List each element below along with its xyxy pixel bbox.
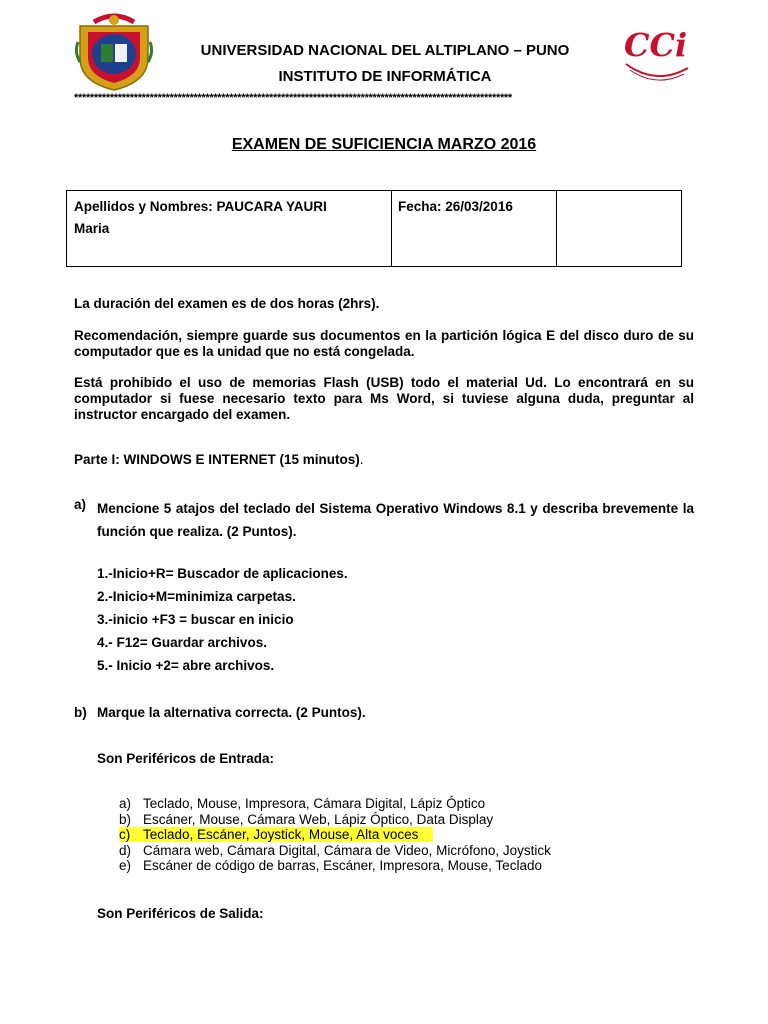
option-text: Escáner de código de barras, Escáner, Impresora, Mouse, Teclado xyxy=(143,858,542,873)
separator-stars: ************************************************************************************************************** xyxy=(74,92,512,104)
exam-title: EXAMEN DE SUFICIENCIA MARZO 2016 xyxy=(231,136,537,153)
option-e[interactable] xyxy=(119,858,589,874)
option-text: Escáner, Mouse, Cámara Web, Lápiz Óptico, Data Display xyxy=(143,811,494,827)
name-cell xyxy=(67,191,392,266)
answer-item: 2.-Inicio+M=minimiza carpetas. xyxy=(97,589,296,604)
part1-title-suffix: . xyxy=(359,452,364,467)
options-list xyxy=(119,796,589,874)
date-label: Fecha: 26/03/2016 xyxy=(398,199,513,214)
option-letter: e) xyxy=(119,858,132,873)
option-b[interactable] xyxy=(119,812,589,828)
option-letter: d) xyxy=(119,842,132,858)
question-b-text: Marque la alternativa correcta. (2 Puntos). xyxy=(97,705,366,720)
question-b-label: b) xyxy=(74,705,87,720)
duration-text: La duración del examen es de dos horas (2hrs). xyxy=(74,296,380,311)
cci-logo-arc xyxy=(622,60,692,84)
question-a-label: a) xyxy=(74,497,87,512)
option-c-selected[interactable] xyxy=(119,827,589,843)
answer-item: 3.-inicio +F3 = buscar en inicio xyxy=(97,612,294,627)
name-line2: Maria xyxy=(74,221,110,236)
recommendation-text: Recomendación, siempre guarde sus documentos en la partición lógica E del disco duro de su computador que es la unidad que no está congelada. xyxy=(74,328,694,359)
answer-item: 5.- Inicio +2= abre archivos. xyxy=(97,658,275,673)
option-text: Teclado, Mouse, Impresora, Cámara Digital, Lápiz Óptico xyxy=(143,796,486,811)
student-info-table xyxy=(66,190,682,267)
university-name: UNIVERSIDAD NACIONAL DEL ALTIPLANO – PUNO xyxy=(200,42,570,59)
prohibited-text: Está prohibido el uso de memorias Flash (USB) todo el material Ud. Lo encontrará en su computador si fuese necesario texto para Ms Word, si tuviese alguna duda, preguntar al instructor encargado del examen. xyxy=(74,375,694,422)
input-peripherals-heading: Son Periféricos de Entrada: xyxy=(97,751,275,766)
option-letter: b) xyxy=(119,811,132,827)
option-d[interactable] xyxy=(119,843,589,859)
institute-name: INSTITUTO DE INFORMÁTICA xyxy=(278,68,492,85)
option-a[interactable] xyxy=(119,796,589,812)
part1-heading xyxy=(74,452,364,467)
option-text: Cámara web, Cámara Digital, Cámara de Video, Micrófono, Joystick xyxy=(143,842,551,858)
question-a-text: Mencione 5 atajos del teclado del Sistema Operativo Windows 8.1 y describa brevemente la función que realiza. (2 Puntos). xyxy=(97,501,694,539)
blank-cell xyxy=(557,191,682,266)
option-text: Teclado, Escáner, Joystick, Mouse, Alta voces xyxy=(143,827,419,842)
date-cell xyxy=(392,191,557,266)
cci-logo xyxy=(618,26,698,86)
part1-title: Parte I: WINDOWS E INTERNET (15 minutos) xyxy=(74,452,360,467)
output-peripherals-heading: Son Periféricos de Salida: xyxy=(97,906,264,921)
cci-logo-text: CCi xyxy=(624,26,688,64)
option-letter: a) xyxy=(119,796,132,811)
name-label: Apellidos y Nombres: PAUCARA YAURI xyxy=(74,199,327,214)
university-crest-logo xyxy=(74,12,154,92)
answer-item: 1.-Inicio+R= Buscador de aplicaciones. xyxy=(97,566,348,581)
answer-item: 4.- F12= Guardar archivos. xyxy=(97,635,267,650)
option-letter: c) xyxy=(119,827,131,842)
